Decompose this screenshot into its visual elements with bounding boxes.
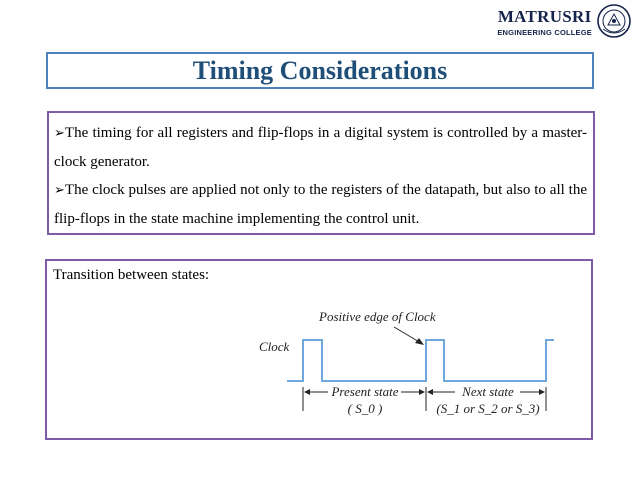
bullet-box: [47, 111, 595, 235]
title-box: [46, 52, 594, 89]
diagram-heading: Transition between states:: [53, 267, 210, 283]
logo-subtitle: ENGINEERING COLLEGE: [497, 28, 592, 37]
next-right-arrowhead: [539, 389, 545, 395]
clock-label: Clock: [259, 339, 290, 354]
college-emblem-icon: [596, 3, 632, 39]
edge-label: Positive edge of Clock: [319, 309, 436, 324]
bullet-text-2: The clock pulses are applied not only to the registers of the datapath, but also to all the flip-flops in the state machine implementing the control unit.: [54, 182, 587, 227]
arrow-bullet-icon: ➢: [54, 183, 65, 198]
clock-timing-diagram: [47, 261, 591, 438]
bullet-item-1: [54, 119, 587, 176]
bullet-text-1: The timing for all registers and flip-flops in a digital system is controlled by a master- clock generator.: [54, 125, 587, 170]
arrow-bullet-icon: ➢: [54, 126, 65, 141]
edge-pointer-arrowhead: [415, 338, 424, 345]
page-title: Timing Considerations: [192, 55, 448, 85]
bullet-item-2: [54, 176, 587, 233]
present-state-value: ( S_0 ): [347, 401, 383, 416]
present-state-label: Present state: [331, 384, 399, 399]
next-left-arrowhead: [427, 389, 433, 395]
diagram-box: [45, 259, 593, 440]
present-left-arrowhead: [304, 389, 310, 395]
next-state-label: Next state: [462, 384, 514, 399]
logo-name: MATRUSRI: [497, 7, 592, 26]
next-state-value: (S_1 or S_2 or S_3): [436, 401, 540, 416]
present-right-arrowhead: [419, 389, 425, 395]
clock-waveform: [287, 340, 554, 381]
